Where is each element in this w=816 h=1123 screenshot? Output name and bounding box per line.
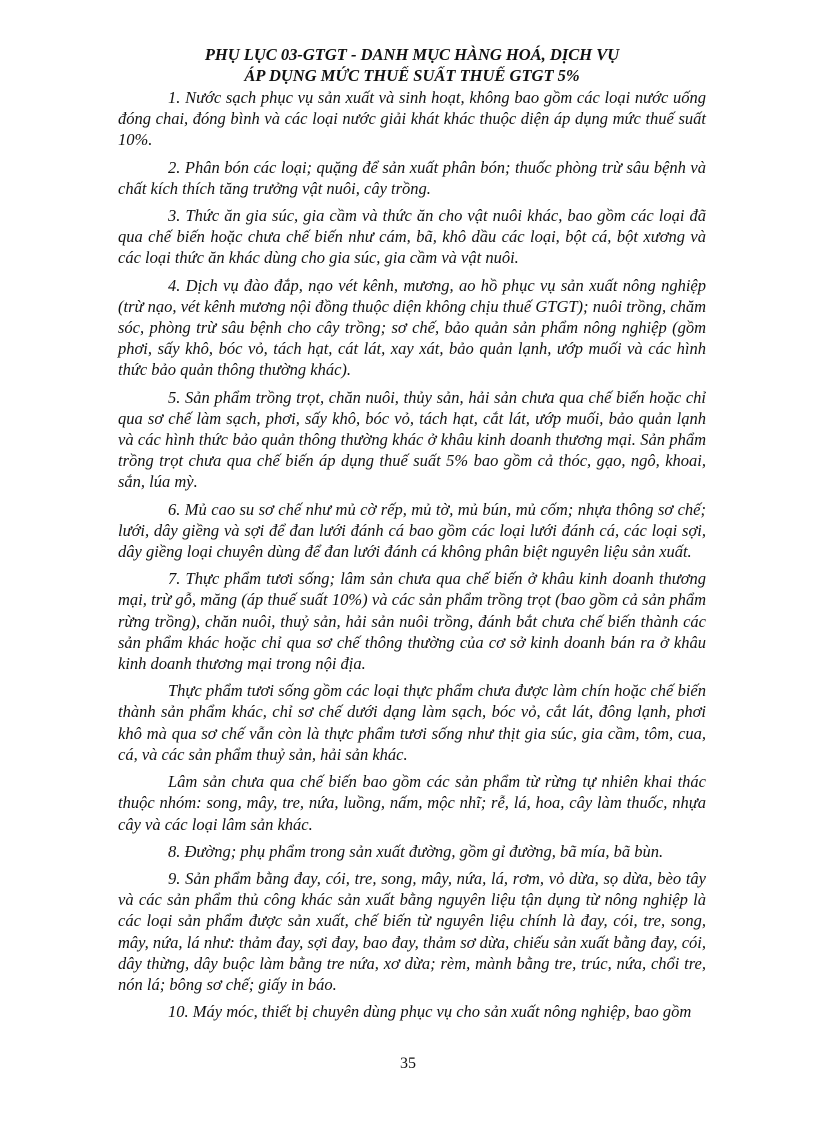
paragraph-1: 1. Nước sạch phục vụ sản xuất và sinh hoạt, không bao gồm các loại nước uống đóng chai, đóng bình và các loại nước giải khát khác thuộc diện áp dụng mức thuế suất 10%.	[118, 88, 706, 150]
paragraph-9: 9. Sản phẩm bằng đay, cói, tre, song, mây, nứa, lá, rơm, vỏ dừa, sọ dừa, bèo tây và các sản phẩm thủ công khác sản xuất bằng nguyên liệu tận dụng từ nông nghiệp là các loại sản phẩm được sản xuất, chế biến từ nguyên liệu chính là đay, cói, tre, song, mây, nứa, lá như: thảm đay, sợi đay, bao đay, thảm sơ dừa, chiếu sản xuất bằng đay, cói, dây thừng, dây buộc làm bằng tre nứa, xơ dừa; rèm, mành bằng tre, trúc, nứa, chổi tre, nón lá; bông sơ chế; giấy in báo.	[118, 868, 706, 994]
paragraph-3: 3. Thức ăn gia súc, gia cầm và thức ăn cho vật nuôi khác, bao gồm các loại đã qua chế biến hoặc chưa chế biến như cám, bã, khô dầu các loại, bột cá, bột xương và các loại thức ăn khác dùng cho gia súc, gia cầm và vật nuôi.	[118, 206, 706, 268]
paragraph-fresh-food: Thực phẩm tươi sống gồm các loại thực phẩm chưa được làm chín hoặc chế biến thành sản phẩm khác, chỉ sơ chế dưới dạng làm sạch, bóc vỏ, cắt lát, đông lạnh, phơi khô mà qua sơ chế vẫn còn là thực phẩm tươi sống như thịt gia súc, gia cầm, tôm, cua, cá, và các sản phẩm thuỷ sản, hải sản khác.	[118, 681, 706, 764]
paragraph-6: 6. Mủ cao su sơ chế như mủ cờ rếp, mủ tờ, mủ bún, mủ cốm; nhựa thông sơ chế; lưới, dây giềng và sợi để đan lưới đánh cá bao gồm các loại lưới đánh cá, các loại sợi, dây giềng loại chuyên dùng để đan lưới đánh cá không phân biệt nguyên liệu sản xuất.	[118, 499, 706, 562]
paragraph-2: 2. Phân bón các loại; quặng để sản xuất phân bón; thuốc phòng trừ sâu bệnh và chất kích thích tăng trưởng vật nuôi, cây trồng.	[118, 157, 706, 198]
document-page	[118, 44, 706, 1026]
document-title-line-1: PHỤ LỤC 03-GTGT - DANH MỤC HÀNG HOÁ, DỊCH VỤ	[204, 45, 620, 64]
paragraph-7: 7. Thực phẩm tươi sống; lâm sản chưa qua chế biến ở khâu kinh doanh thương mại, trừ gỗ, măng (áp thuế suất 10%) và các sản phẩm trồng trọt (bao gồm cả sản phẩm rừng trồng), chăn nuôi, thuỷ sản, hải sản nuôi trồng, đánh bắt chưa chế biến thành các sản phẩm khác hoặc chỉ qua sơ chế thông thường của cơ sở kinh doanh bán ra ở khâu kinh doanh thương mại trong nội địa.	[118, 569, 706, 674]
paragraph-4: 4. Dịch vụ đào đắp, nạo vét kênh, mương, ao hồ phục vụ sản xuất nông nghiệp (trừ nạo, vét kênh mương nội đồng thuộc diện không chịu thuế GTGT); nuôi trồng, chăm sóc, phòng trừ sâu bệnh cho cây trồng; sơ chế, bảo quản sản phẩm nông nghiệp (gồm phơi, sấy khô, bóc vỏ, tách hạt, cát lát, xay xát, bảo quản lạnh, ướp muối và các hình thức bảo quản thông thường khác).	[118, 275, 706, 380]
paragraph-5: 5. Sản phẩm trồng trọt, chăn nuôi, thủy sản, hải sản chưa qua chế biến hoặc chỉ qua sơ chế làm sạch, phơi, sấy khô, bóc vỏ, tách hạt, cắt lát, ướp muối, bảo quản lạnh và các hình thức bảo quản thông thường khác ở khâu kinh doanh thương mại. Sản phẩm trồng trọt chưa qua chế biến áp dụng thuế suất 5% bao gồm cả thóc, gạo, ngô, khoai, sắn, lúa mỳ.	[118, 387, 706, 492]
paragraph-10: 10. Máy móc, thiết bị chuyên dùng phục vụ cho sản xuất nông nghiệp, bao gồm	[168, 1002, 692, 1022]
document-title-line-2: ÁP DỤNG MỨC THUẾ SUẤT THUẾ GTGT 5%	[244, 66, 580, 85]
paragraph-8: 8. Đường; phụ phẩm trong sản xuất đường, gồm gỉ đường, bã mía, bã bùn.	[168, 841, 664, 861]
paragraph-forest-products: Lâm sản chưa qua chế biến bao gồm các sản phẩm từ rừng tự nhiên khai thác thuộc nhóm: song, mây, tre, nứa, luồng, nấm, mộc nhĩ; rễ, lá, hoa, cây làm thuốc, nhựa cây và các loại lâm sản khác.	[118, 772, 706, 834]
page-number: 35	[400, 1055, 416, 1072]
